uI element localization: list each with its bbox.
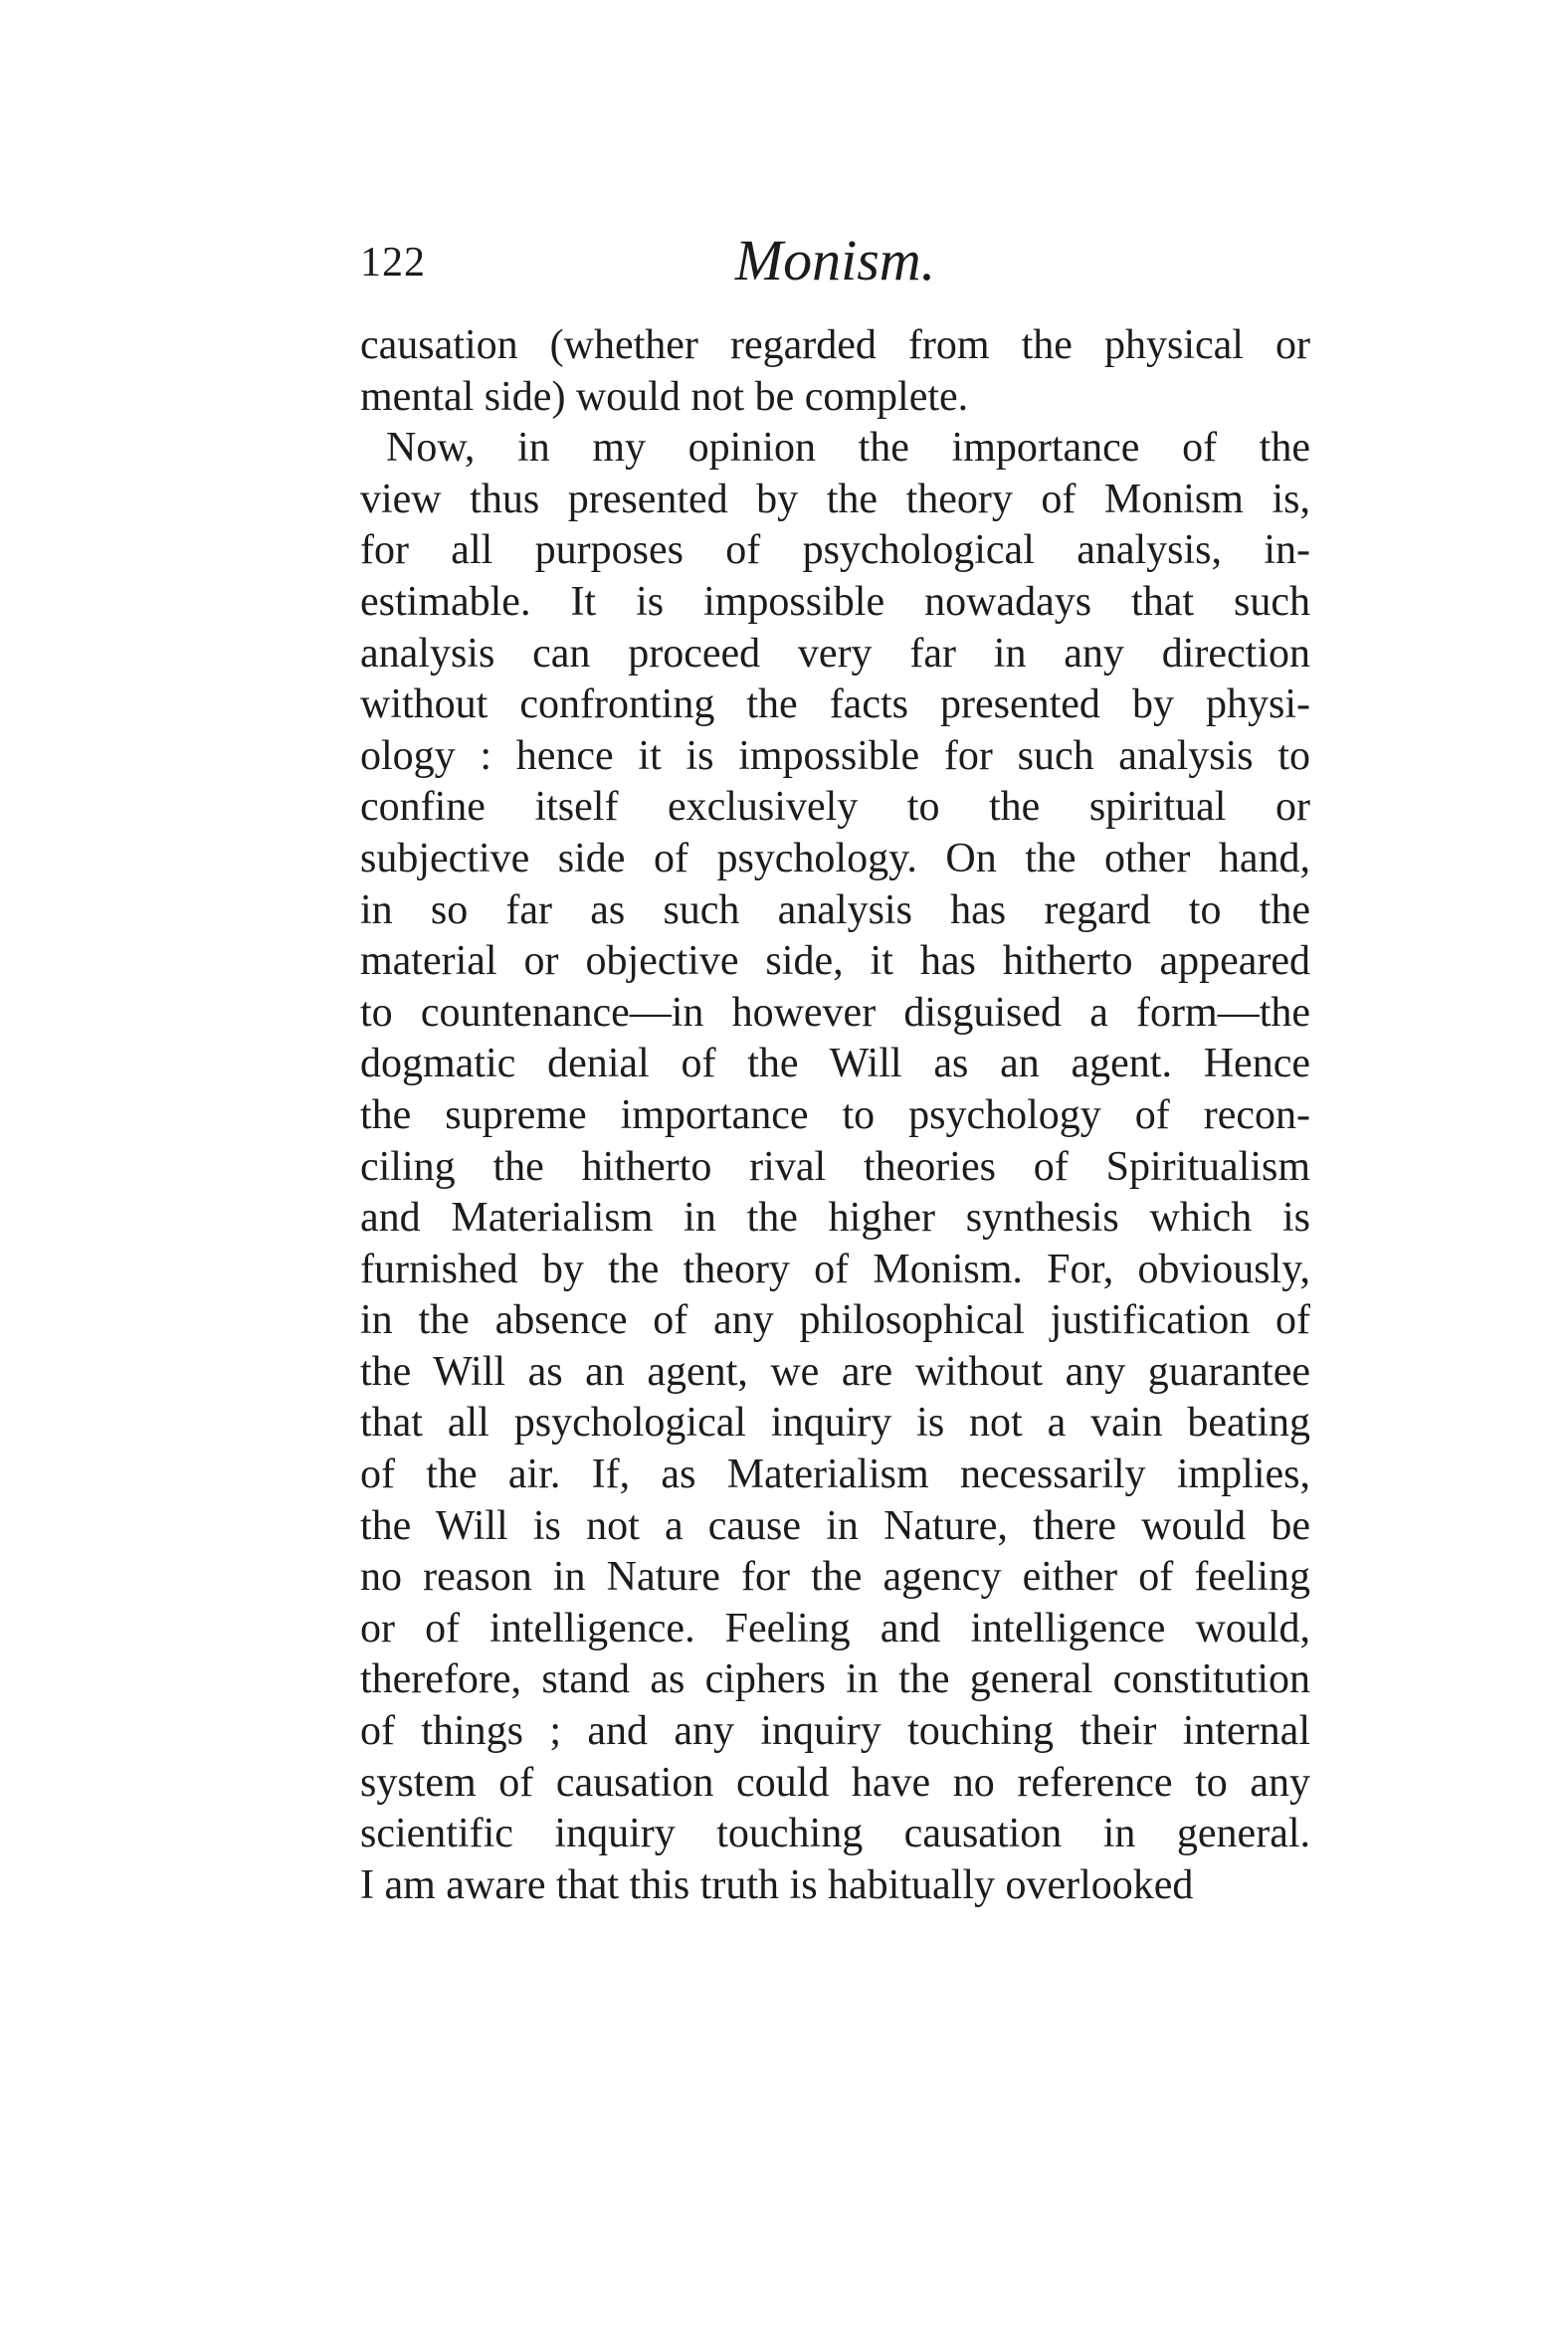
text-line: or of intelligence. Feeling and intelligence would, xyxy=(360,1605,1310,1651)
text-line: the supreme importance to psychology of recon- xyxy=(360,1091,1310,1138)
text-line: the Will is not a cause in Nature, there would be xyxy=(360,1502,1310,1549)
text-line: and Materialism in the higher synthesis which is xyxy=(360,1195,1310,1242)
text-line: analysis can proceed very far in any direction xyxy=(360,630,1310,677)
running-head xyxy=(360,227,1310,296)
text-line: in so far as such analysis has regard to the xyxy=(360,886,1310,933)
text-line: confine itself exclusively to the spiritual or xyxy=(360,784,1310,831)
text-line: Now, in my opinion the importance of the xyxy=(386,425,1310,472)
text-line: dogmatic denial of the Will as an agent. Hence xyxy=(360,1041,1310,1087)
text-line: view thus presented by the theory of Monism is, xyxy=(360,476,1310,522)
text-line: ology : hence it is impossible for such analysis to xyxy=(360,732,1310,779)
text-line: to countenance—in however disguised a form—the xyxy=(360,989,1310,1036)
body-text xyxy=(360,320,1310,1911)
text-line: in the absence of any philosophical justification of xyxy=(360,1297,1310,1344)
text-line: no reason in Nature for the agency either of feeling xyxy=(360,1554,1310,1601)
text-line: material or objective side, it has hitherto appeared xyxy=(360,938,1310,985)
text-line: system of causation could have no reference to any xyxy=(360,1759,1310,1806)
text-line: of things ; and any inquiry touching their internal xyxy=(360,1708,1310,1755)
text-line: subjective side of psychology. On the other hand, xyxy=(360,835,1310,881)
text-line: without confronting the facts presented by physi- xyxy=(360,681,1310,728)
page-number: 122 xyxy=(360,240,426,286)
text-line: I am aware that this truth is habitually overlooked xyxy=(360,1861,1194,1908)
text-line: causation (whether regarded from the physical or xyxy=(360,322,1310,368)
text-line: mental side) would not be complete. xyxy=(360,373,969,420)
text-line: ciling the hitherto rival theories of Spiritualism xyxy=(360,1143,1310,1190)
text-line: the Will as an agent, we are without any guarantee xyxy=(360,1348,1310,1395)
text-line: that all psychological inquiry is not a vain beating xyxy=(360,1400,1310,1447)
text-line: estimable. It is impossible nowadays that such xyxy=(360,578,1310,625)
text-line: furnished by the theory of Monism. For, obviously, xyxy=(360,1246,1310,1292)
text-line: scientific inquiry touching causation in general. xyxy=(360,1811,1310,1857)
text-line: therefore, stand as ciphers in the general constitution xyxy=(360,1656,1310,1703)
text-line: of the air. If, as Materialism necessarily implies, xyxy=(360,1452,1310,1498)
text-line: for all purposes of psychological analysis, in- xyxy=(360,527,1310,574)
running-title: Monism. xyxy=(734,228,936,292)
